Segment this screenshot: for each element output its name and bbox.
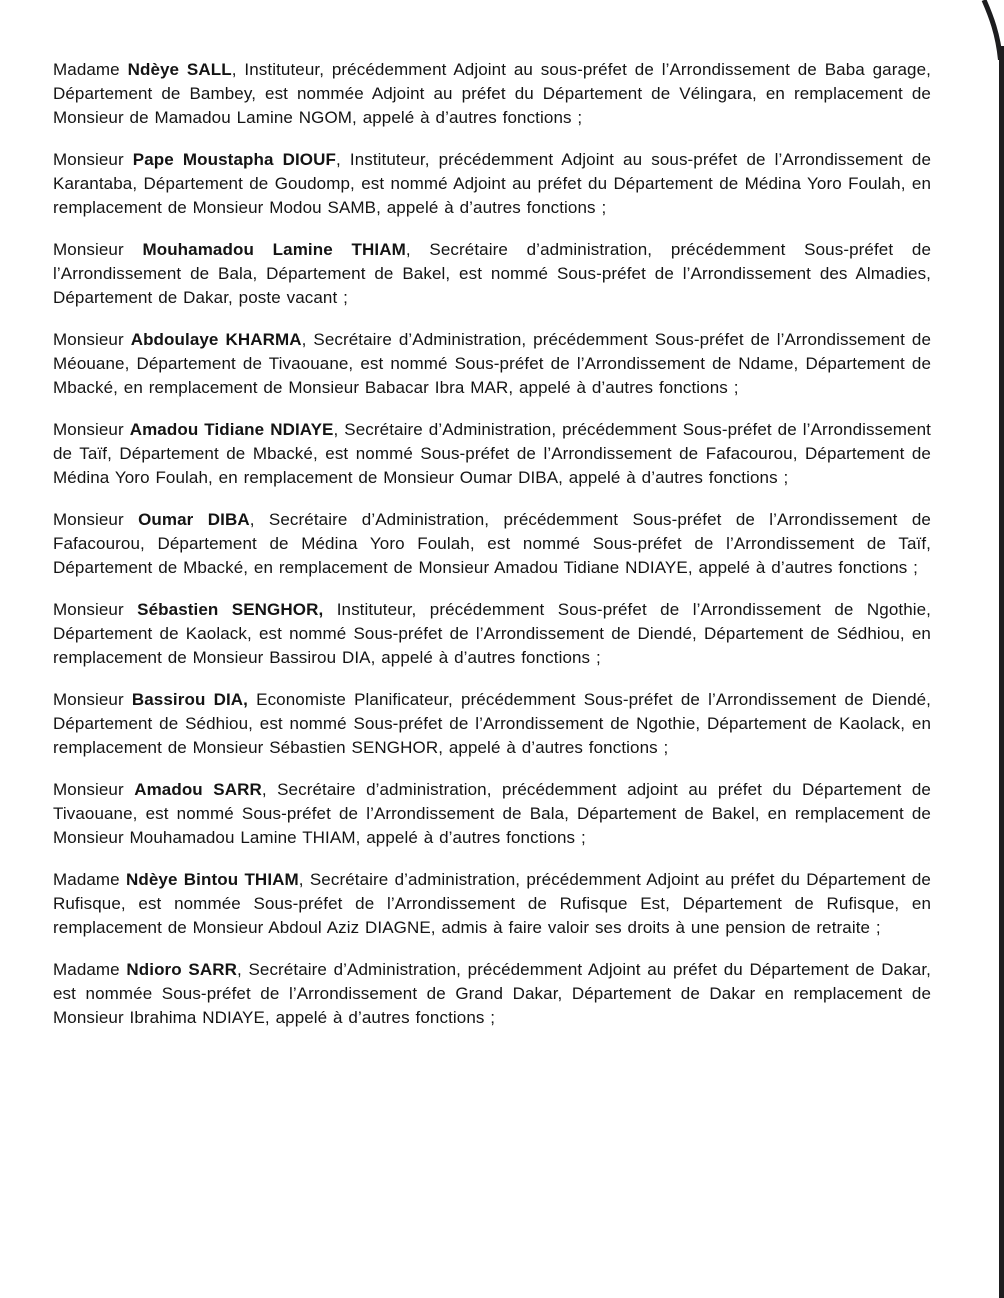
salutation-text: Monsieur <box>53 240 143 259</box>
person-name: Amadou SARR <box>134 780 262 799</box>
salutation-text: Monsieur <box>53 780 135 799</box>
scan-edge-line-artifact <box>999 46 1004 1298</box>
appointment-paragraph <box>53 598 931 670</box>
person-name: Bassirou DIA, <box>131 690 248 709</box>
paragraph-text: , Secrétaire d’Administration, précédemment Sous-préfet de l’Arrondissement de Méouane, Département de Tivaouane, est nommé Sous-préfet de l’Arrondissement de Ndame, Département de Mbacké, en remplacement de Monsieur Babacar Ibra MAR, appelé à d’autres fonctions ; <box>53 330 932 397</box>
person-name: Sébastien SENGHOR, <box>137 600 324 619</box>
appointment-paragraph <box>53 688 931 760</box>
salutation-text: Madame <box>53 960 127 979</box>
appointment-paragraph <box>53 148 931 220</box>
person-name: Ndèye Bintou THIAM <box>126 870 299 889</box>
paragraph-text: , Secrétaire d’Administration, précédemment Sous-préfet de l’Arrondissement de Fafacourou, Département de Médina Yoro Foulah, est nommé Sous-préfet de l’Arrondissement de Taïf, Département de Mbacké, en remplacement de Monsieur Amadou Tidiane NDIAYE, appelé à d’autres fonctions ; <box>53 510 931 577</box>
salutation-text: Monsieur <box>53 420 130 439</box>
paragraph-text: , Secrétaire d’administration, précédemment adjoint au préfet du Département de Tivaouane, est nommé Sous-préfet de l’Arrondissement de Bala, Département de Bakel, en remplacement de Monsieur Mouhamadou Lamine THIAM, appelé à d’autres fonctions ; <box>53 780 931 847</box>
paragraph-text: , Instituteur, précédemment Adjoint au sous-préfet de l’Arrondissement de Baba garage, Département de Bambey, est nommée Adjoint au préfet du Département de Vélingara, en remplacement de Monsieur de Mamadou Lamine NGOM, appelé à d’autres fonctions ; <box>53 60 931 127</box>
person-name: Ndèye SALL <box>127 60 232 79</box>
person-name: Amadou Tidiane NDIAYE <box>129 420 334 439</box>
salutation-text: Monsieur <box>53 510 139 529</box>
person-name: Pape Moustapha DIOUF <box>132 150 336 169</box>
appointment-paragraph <box>53 868 931 940</box>
salutation-text: Madame <box>53 870 126 889</box>
appointment-paragraph <box>53 328 931 400</box>
salutation-text: Monsieur <box>53 150 133 169</box>
paragraph-text: , Instituteur, précédemment Adjoint au sous-préfet de l’Arrondissement de Karantaba, Département de Goudomp, est nommé Adjoint au préfet du Département de Médina Yoro Foulah, en remplacement de Monsieur Modou SAMB, appelé à d’autres fonctions ; <box>53 150 932 217</box>
appointment-paragraph <box>53 418 931 490</box>
appointment-paragraph <box>53 58 931 130</box>
paragraph-text: , Secrétaire d’administration, précédemment Adjoint au préfet du Département de Rufisque, est nommée Sous-préfet de l’Arrondissement de Rufisque Est, Département de Rufisque, en remplacement de Monsieur Abdoul Aziz DIAGNE, admis à faire valoir ses droits à une pension de retraite ; <box>53 870 931 937</box>
salutation-text: Monsieur <box>53 330 131 349</box>
appointment-paragraph <box>53 508 931 580</box>
document-body <box>53 58 931 1048</box>
paragraph-text: Economiste Planificateur, précédemment Sous-préfet de l’Arrondissement de Diendé, Département de Sédhiou, est nommé Sous-préfet de l’Arrondissement de Ngothie, Département de Kaolack, en remplacement de Monsieur Sébastien SENGHOR, appelé à d’autres fonctions ; <box>53 690 931 757</box>
salutation-text: Monsieur <box>53 690 132 709</box>
person-name: Ndioro SARR <box>126 960 237 979</box>
paragraph-text: , Secrétaire d’administration, précédemment Sous-préfet de l’Arrondissement de Bala, Département de Bakel, est nommé Sous-préfet de l’Arrondissement des Almadies, Département de Dakar, poste vacant ; <box>53 240 931 307</box>
appointment-paragraph <box>53 778 931 850</box>
paragraph-text: , Secrétaire d’Administration, précédemment Adjoint au préfet du Département de Dakar, est nommée Sous-préfet de l’Arrondissement de Grand Dakar, Département de Dakar en remplacement de Monsieur Ibrahima NDIAYE, appelé à d’autres fonctions ; <box>53 960 931 1027</box>
person-name: Mouhamadou Lamine THIAM <box>142 240 406 259</box>
paragraph-text: Instituteur, précédemment Sous-préfet de l’Arrondissement de Ngothie, Département de Kaolack, est nommé Sous-préfet de l’Arrondissement de Diendé, Département de Sédhiou, en remplacement de Monsieur Bassirou DIA, appelé à d’autres fonctions ; <box>53 600 932 667</box>
person-name: Abdoulaye KHARMA <box>130 330 302 349</box>
appointment-paragraph <box>53 238 931 310</box>
salutation-text: Madame <box>53 60 128 79</box>
appointment-paragraph <box>53 958 931 1030</box>
salutation-text: Monsieur <box>53 600 138 619</box>
person-name: Oumar DIBA <box>138 510 250 529</box>
paragraph-text: , Secrétaire d’Administration, précédemment Sous-préfet de l’Arrondissement de Taïf, Département de Mbacké, est nommé Sous-préfet de l’Arrondissement de Fafacourou, Département de Médina Yoro Foulah, en remplacement de Monsieur Oumar DIBA, appelé à d’autres fonctions ; <box>53 420 931 487</box>
